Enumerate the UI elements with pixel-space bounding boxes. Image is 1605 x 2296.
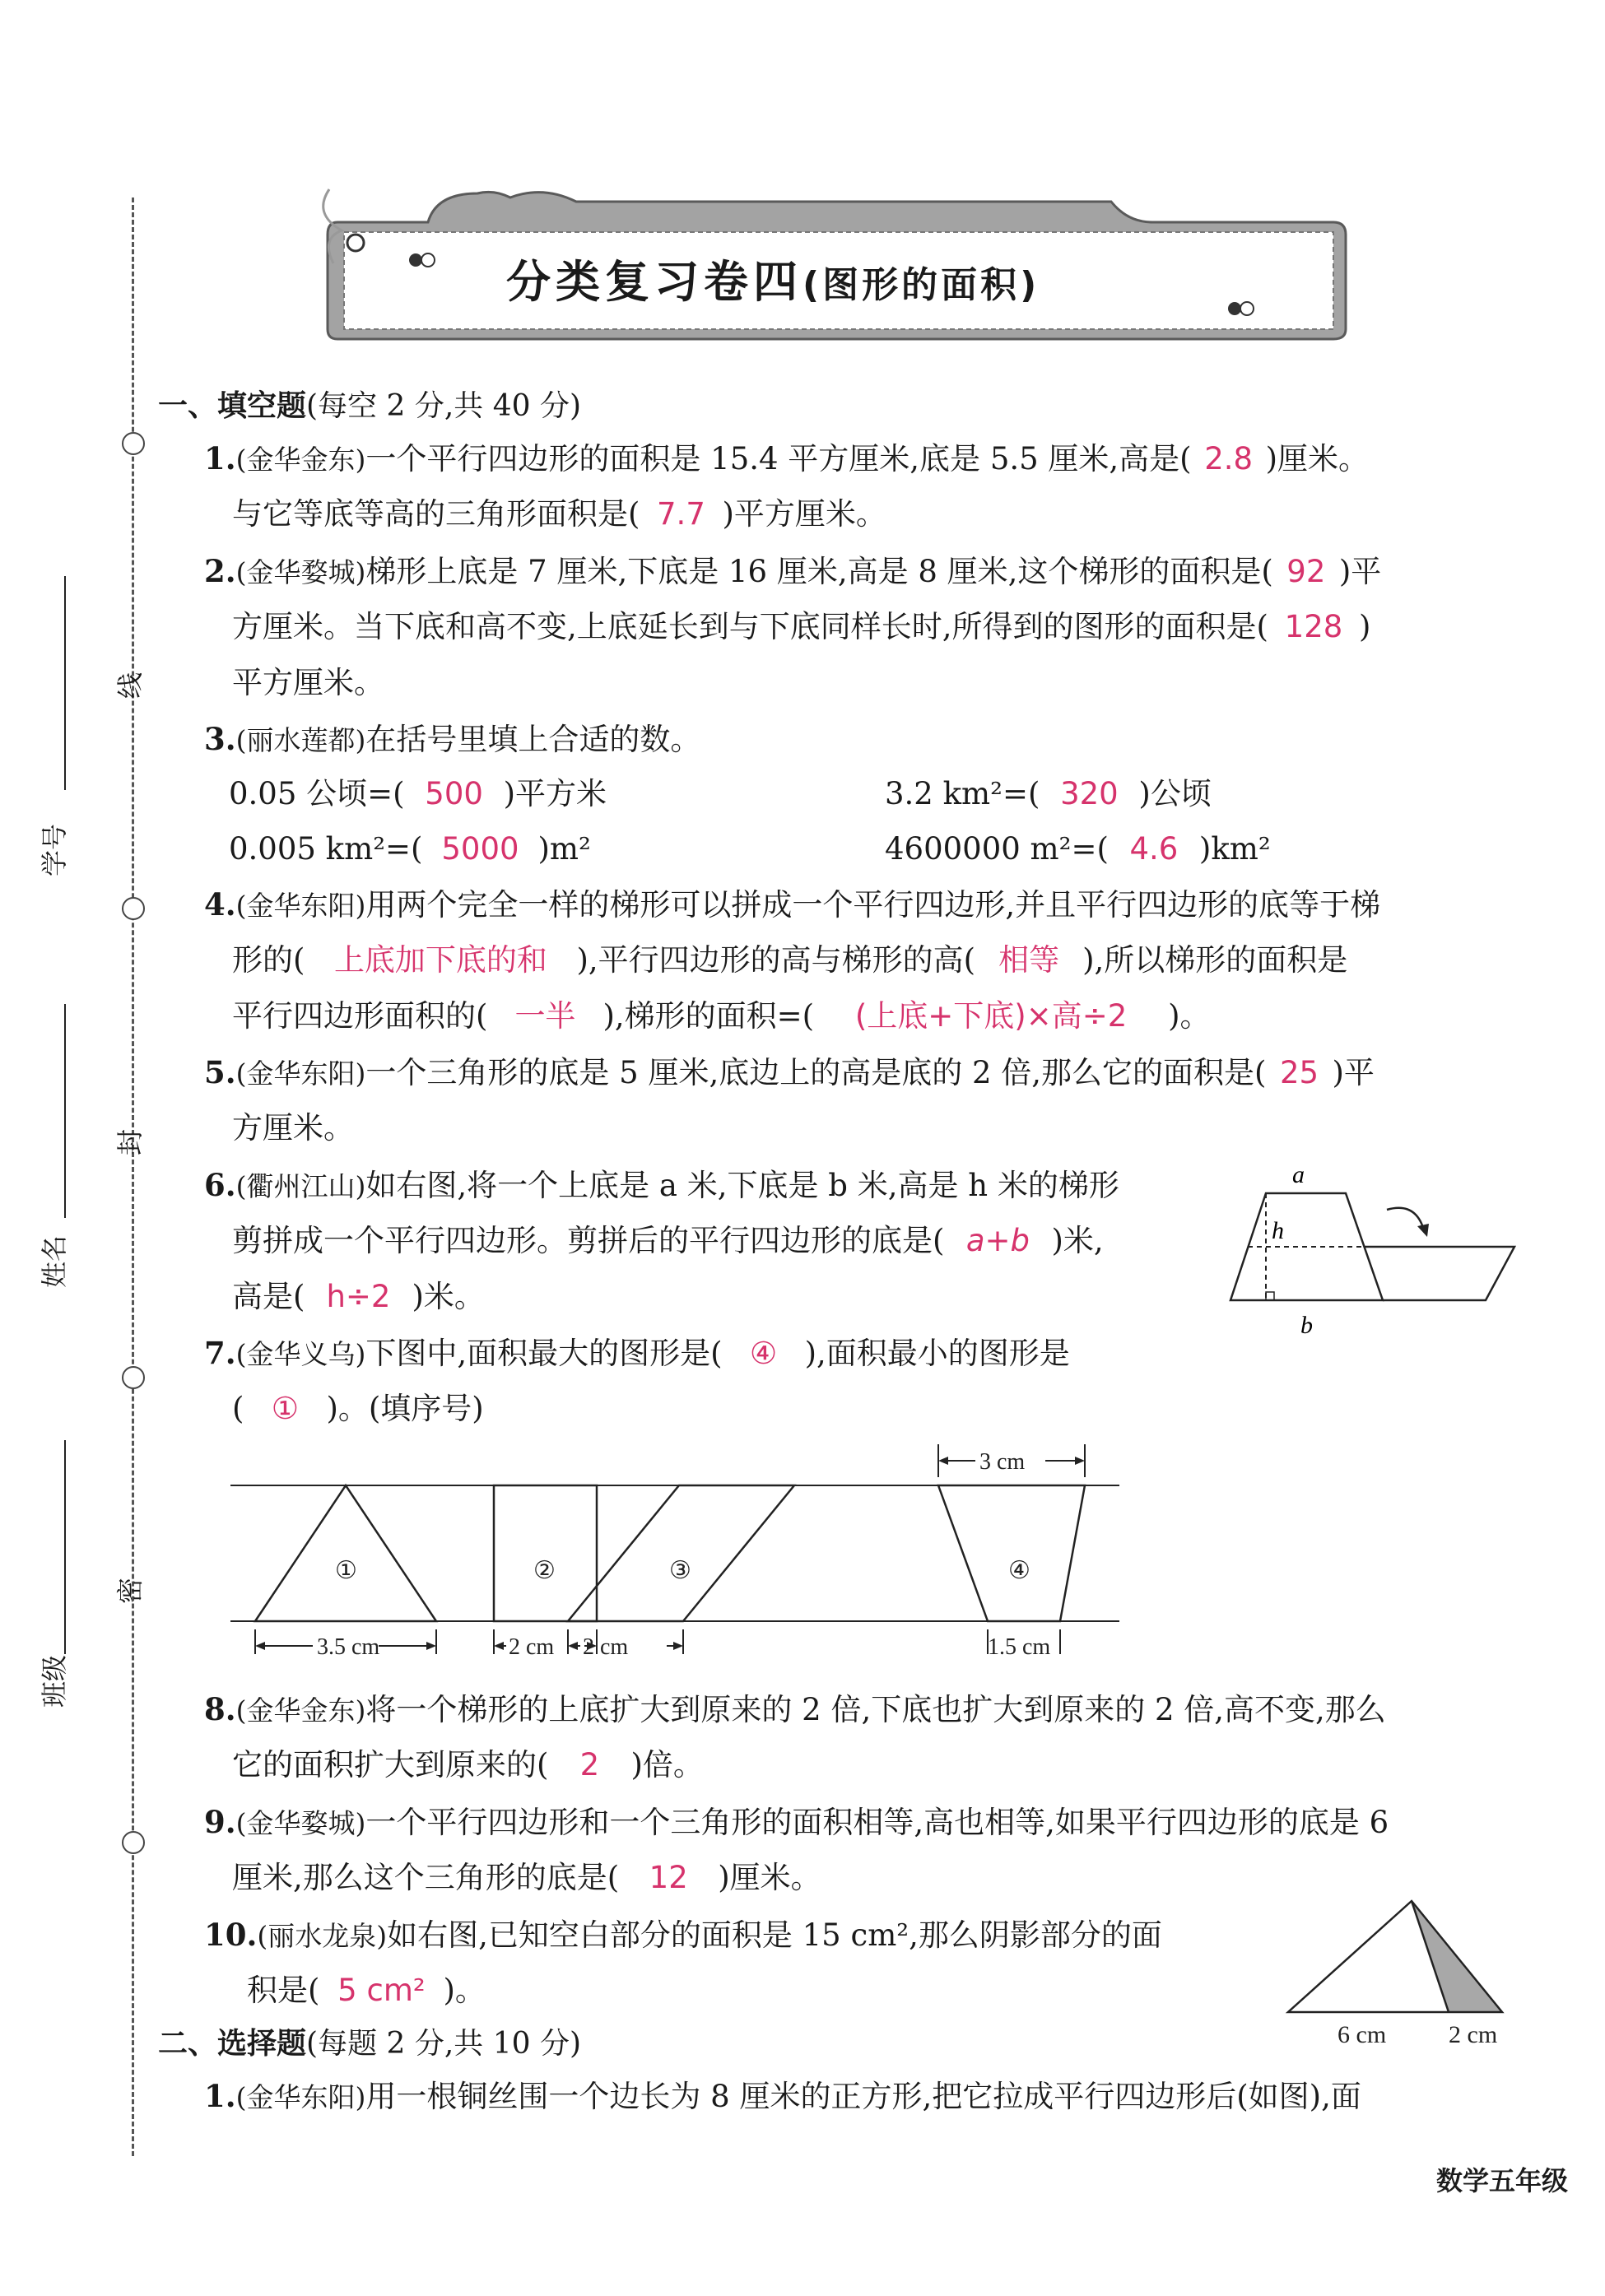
shape-label: ④ <box>1008 1557 1030 1584</box>
question-9: 9.(金华婺城)一个平行四边形和一个三角形的面积相等,高也相等,如果平行四边形的底是 6 <box>204 1804 1389 1840</box>
punch-hole <box>122 1366 145 1389</box>
section1-header: 一、填空题(每空 2 分,共 40 分) <box>158 389 582 423</box>
dim-label: 1.5 cm <box>988 1634 1051 1660</box>
page-title: 分类复习卷四 <box>506 256 802 308</box>
seal-label: 封 <box>114 1128 147 1156</box>
trapezoid-figure <box>1226 1156 1523 1346</box>
shape-label: ① <box>335 1557 357 1584</box>
dim-label: 3 cm <box>979 1449 1026 1475</box>
section1-name: 填空题 <box>217 389 307 423</box>
student-id-label: 学号 <box>39 823 71 877</box>
dim-label: 3.5 cm <box>317 1634 380 1660</box>
dim-label: 6 cm <box>1338 2021 1387 2048</box>
answer-blank[interactable]: 相等 <box>998 942 1060 978</box>
answer-blank[interactable]: 4.6 <box>1129 831 1179 867</box>
section2-rule: (每题 2 分,共 10 分) <box>306 2027 582 2061</box>
answer-blank[interactable]: 92 <box>1286 554 1326 589</box>
answer-blank[interactable]: 12 <box>649 1860 688 1895</box>
section2-header: 二、选择题(每题 2 分,共 10 分) <box>158 2027 582 2061</box>
punch-hole <box>122 1831 145 1854</box>
question-2: 2.(金华婺城)梯形上底是 7 厘米,下底是 16 厘米,高是 8 厘米,这个梯形的面积是( 92 )平 <box>204 549 1381 595</box>
shape-label: ② <box>533 1557 556 1584</box>
answer-blank[interactable]: ④ <box>750 1336 778 1371</box>
question-3: 3.(丽水莲都)在括号里填上合适的数。 <box>204 721 701 757</box>
question-5: 5.(金华东阳)一个三角形的底是 5 厘米,底边上的高是底的 2 倍,那么它的面积是( 25 )平 <box>204 1050 1375 1096</box>
name-line <box>64 1004 66 1218</box>
answer-blank[interactable]: 128 <box>1284 609 1343 644</box>
answer-blank[interactable]: 2 <box>579 1747 600 1782</box>
answer-blank[interactable]: a+b <box>965 1223 1030 1258</box>
question-4: 4.(金华东阳)用两个完全一样的梯形可以拼成一个平行四边形,并且平行四边形的底等于梯 <box>204 886 1381 923</box>
secret-label: 密 <box>114 1577 147 1605</box>
class-line <box>64 1440 66 1654</box>
dim-label: 2 cm <box>1449 2021 1498 2048</box>
page-subtitle: (图形的面积) <box>802 264 1040 306</box>
answer-blank[interactable]: 2.8 <box>1204 441 1254 476</box>
student-id-line <box>64 576 66 790</box>
triangle-figure <box>1284 1893 1547 2049</box>
line-label: 线 <box>114 672 147 699</box>
punch-hole <box>122 897 145 920</box>
footer-label: 数学五年级 <box>1436 2165 1569 2196</box>
dim-label: 2 cm <box>583 1634 629 1660</box>
answer-blank[interactable]: ① <box>271 1391 300 1426</box>
dim-label: 2 cm <box>509 1634 555 1660</box>
question-8: 8.(金华金东)将一个梯形的上底扩大到原来的 2 倍,下底也扩大到原来的 2 倍,高不变,那么 <box>204 1691 1386 1727</box>
answer-blank[interactable]: 上底加下底的和 <box>333 942 547 978</box>
answer-blank[interactable]: 25 <box>1279 1055 1319 1090</box>
section2-question-1: 1.(金华东阳)用一根铜丝围一个边长为 8 厘米的正方形,把它拉成平行四边形后(如图),面 <box>204 2078 1361 2114</box>
question-10: 10.(丽水龙泉)如右图,已知空白部分的面积是 15 cm²,那么阴影部分的面 <box>204 1917 1162 1953</box>
question-1: 1.(金华金东)一个平行四边形的面积是 15.4 平方厘米,底是 5.5 厘米,高是( 2.8 )厘米。 <box>204 436 1369 482</box>
name-label: 姓名 <box>39 1234 71 1289</box>
fig-label-h: h <box>1272 1217 1284 1244</box>
cut-line <box>132 198 134 2156</box>
shape-label: ③ <box>669 1557 691 1584</box>
fig-label-b: b <box>1300 1312 1313 1339</box>
answer-blank[interactable]: 一半 <box>514 998 576 1034</box>
class-label: 班级 <box>39 1654 71 1708</box>
fig-label-a: a <box>1292 1161 1305 1188</box>
punch-hole <box>122 432 145 455</box>
question-6: 6.(衢州江山)如右图,将一个上底是 a 米,下底是 b 米,高是 h 米的梯形 <box>204 1167 1119 1203</box>
answer-blank[interactable]: 500 <box>425 776 483 811</box>
answer-blank[interactable]: 320 <box>1060 776 1119 811</box>
question-7: 7.(金华义乌)下图中,面积最大的图形是( ④ ),面积最小的图形是 <box>204 1331 1070 1377</box>
section1-rule: (每空 2 分,共 40 分) <box>306 389 582 423</box>
shapes-figure <box>222 1444 1128 1691</box>
answer-blank[interactable]: 5 cm² <box>337 1973 426 2008</box>
section2-name: 选择题 <box>217 2027 307 2061</box>
answer-blank[interactable]: 5000 <box>441 831 519 867</box>
answer-blank[interactable]: 7.7 <box>657 496 705 532</box>
answer-blank[interactable]: (上底+下底)×高÷2 <box>854 998 1128 1034</box>
answer-blank[interactable]: h÷2 <box>326 1279 391 1314</box>
